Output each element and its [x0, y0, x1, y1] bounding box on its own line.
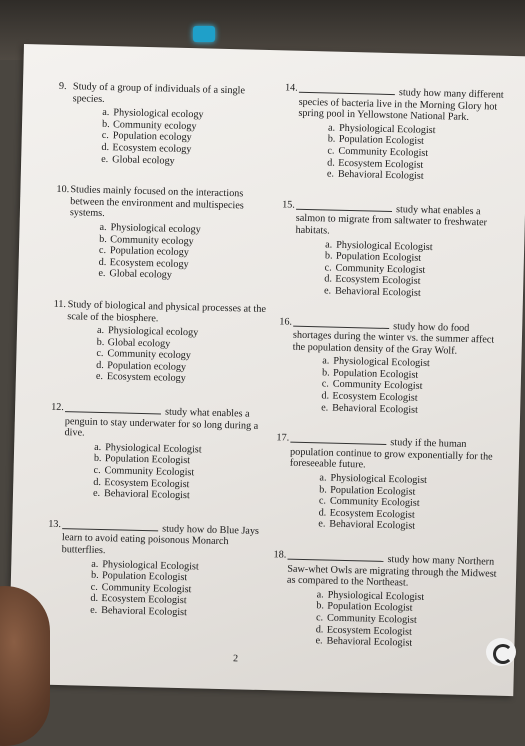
option-text: Population Ecologist	[330, 484, 416, 498]
option-text: Ecosystem Ecologist	[104, 476, 190, 490]
question-9	[57, 81, 279, 170]
question-12	[49, 402, 271, 504]
option-text: Physiological Ecologist	[327, 589, 425, 603]
answer-blank-line[interactable]	[299, 83, 395, 95]
question-number: 10.	[56, 183, 70, 196]
question-stem: Study of biological and physical processes at the scale of the biosphere.	[67, 299, 267, 324]
question-body	[283, 82, 510, 184]
option-text: Physiological Ecologist	[336, 239, 433, 253]
option-list	[291, 355, 503, 418]
option-letter: b.	[327, 133, 336, 146]
option-text: Global ecology	[109, 268, 173, 281]
question-16	[277, 316, 504, 418]
option-text: Physiological ecology	[113, 107, 204, 121]
option-list	[60, 558, 267, 621]
option-letter: b.	[319, 483, 327, 496]
option-text: Behavioral Ecologist	[101, 605, 188, 619]
option-text: Population Ecologist	[327, 600, 413, 615]
option-text: Ecosystem Ecologist	[101, 593, 187, 607]
option-letter: b.	[93, 453, 102, 465]
option-letter: d.	[327, 157, 335, 169]
question-stem: study what enables a salmon to migrate from saltwater to freshwater habitats.	[295, 203, 488, 237]
question-17	[274, 433, 501, 535]
option-list	[66, 324, 273, 387]
option-letter: c.	[101, 130, 109, 142]
option-letter: e.	[98, 268, 106, 280]
question-15	[280, 199, 507, 301]
answer-blank-line[interactable]	[293, 316, 389, 328]
page-number: 2	[232, 653, 239, 665]
option-list	[288, 472, 500, 535]
option-text: Ecosystem ecology	[112, 142, 192, 156]
option-letter: e.	[101, 153, 109, 165]
option-list	[71, 106, 278, 169]
question-body	[277, 316, 504, 418]
option-text: Ecosystem Ecologist	[332, 390, 418, 404]
option-text: Physiological Ecologist	[105, 441, 202, 456]
option-letter: b.	[101, 118, 110, 130]
option-letter: d.	[96, 359, 104, 371]
option-text: Physiological ecology	[110, 222, 201, 236]
option-letter: b.	[90, 569, 99, 582]
option-text: Physiological Ecologist	[333, 355, 430, 370]
option-text: Population Ecologist	[104, 453, 191, 467]
question-stem: study if the human population continue to grow exponentially for the foreseeable future.	[289, 437, 493, 471]
question-number: 9.	[58, 80, 67, 93]
option-text: Community Ecologist	[332, 379, 423, 393]
question-body	[280, 199, 507, 301]
question-body	[271, 549, 498, 651]
option-letter: c.	[96, 348, 104, 360]
option-letter: c.	[324, 262, 332, 274]
question-body	[49, 402, 271, 504]
option-text: Ecosystem ecology	[109, 256, 189, 270]
answer-blank-line[interactable]	[296, 199, 392, 211]
option-letter: d.	[318, 507, 327, 519]
left-column	[46, 81, 279, 641]
question-14	[283, 82, 510, 184]
option-letter: c.	[327, 145, 335, 157]
question-18	[271, 549, 498, 651]
answer-blank-line[interactable]	[62, 519, 158, 531]
option-letter: e.	[326, 168, 335, 180]
option-text: Global ecology	[107, 336, 171, 350]
option-letter: a.	[91, 558, 99, 570]
question-number: 13.	[48, 518, 62, 530]
option-letter: d.	[101, 141, 110, 154]
option-text: Population ecology	[109, 245, 190, 259]
option-letter: b.	[324, 250, 333, 262]
option-letter: c.	[321, 378, 329, 391]
option-letter: d.	[93, 476, 102, 488]
option-letter: b.	[96, 336, 105, 348]
option-letter: d.	[90, 593, 99, 605]
question-number: 14.	[284, 82, 298, 94]
option-letter: e.	[321, 402, 329, 414]
thumb	[0, 586, 50, 746]
option-letter: d.	[321, 390, 330, 402]
option-letter: d.	[324, 273, 333, 285]
option-text: Community Ecologist	[338, 145, 429, 159]
option-letter: c.	[90, 581, 98, 593]
option-text: Community ecology	[107, 348, 192, 362]
option-text: Community ecology	[110, 233, 194, 247]
question-stem: study how do food shortages during the winter vs. the summer affect the population density of the Gray Wolf.	[292, 320, 495, 357]
option-text: Population Ecologist	[332, 367, 419, 381]
answer-blank-line[interactable]	[65, 402, 161, 414]
option-letter: c.	[318, 495, 327, 507]
option-text: Population ecology	[112, 130, 192, 144]
option-text: Population ecology	[107, 360, 187, 373]
refresh-icon	[486, 638, 516, 666]
option-text: Community Ecologist	[104, 465, 195, 479]
option-text: Behavioral Ecologist	[326, 635, 413, 649]
option-text: Community ecology	[112, 118, 197, 133]
question-body	[57, 81, 279, 170]
option-list	[297, 122, 509, 185]
option-text: Population Ecologist	[335, 250, 422, 264]
question-number: 15.	[282, 199, 296, 211]
question-body	[46, 519, 268, 621]
option-text: Community Ecologist	[335, 262, 426, 276]
option-text: Physiological Ecologist	[102, 558, 199, 573]
question-number: 11.	[53, 298, 67, 311]
option-text: Population Ecologist	[338, 134, 425, 148]
option-letter: c.	[98, 245, 107, 257]
answer-blank-line[interactable]	[287, 550, 383, 562]
option-text: Ecosystem Ecologist	[338, 157, 424, 171]
option-text: Community Ecologist	[326, 612, 417, 626]
option-text: Ecosystem Ecologist	[326, 624, 413, 638]
option-letter: a.	[327, 122, 336, 134]
option-text: Physiological ecology	[107, 325, 199, 339]
question-13	[46, 519, 268, 621]
option-list	[294, 238, 506, 301]
question-number: 17.	[276, 432, 290, 444]
option-letter: c.	[93, 464, 101, 477]
option-letter: e.	[95, 371, 104, 383]
option-letter: b.	[99, 233, 108, 245]
option-letter: a.	[316, 589, 324, 601]
option-letter: a.	[102, 107, 110, 119]
right-column	[271, 82, 510, 671]
option-text: Behavioral Ecologist	[337, 168, 424, 182]
option-text: Behavioral Ecologist	[332, 402, 419, 416]
option-text: Ecosystem ecology	[106, 371, 186, 385]
option-list	[63, 441, 270, 504]
option-letter: d.	[98, 256, 107, 268]
option-letter: e.	[323, 285, 332, 297]
option-letter: e.	[318, 518, 326, 530]
option-text: Ecosystem Ecologist	[329, 507, 415, 521]
worksheet-page	[8, 44, 525, 696]
option-text: Community Ecologist	[329, 495, 420, 510]
option-letter: b.	[321, 367, 330, 379]
option-text: Global ecology	[112, 153, 175, 167]
answer-blank-line[interactable]	[290, 433, 386, 445]
option-text: Behavioral Ecologist	[103, 488, 190, 502]
question-body	[54, 184, 276, 284]
option-letter: a.	[322, 355, 330, 367]
option-text: Behavioral Ecologist	[334, 285, 421, 299]
question-11	[52, 299, 274, 388]
option-letter: e.	[92, 488, 101, 500]
option-text: Population Ecologist	[101, 570, 188, 584]
option-letter: a.	[99, 221, 107, 234]
option-text: Physiological Ecologist	[338, 122, 436, 136]
device-indicator-light	[193, 26, 215, 42]
option-letter: c.	[315, 612, 324, 624]
option-letter: b.	[316, 600, 325, 612]
question-stem: study how many Northern Saw-whet Owls are migrating through the Midwest as compared to the Northeast.	[286, 554, 497, 589]
question-stem: study how many different species of bacteria live in the Morning Glory hot spring pool in Yellowstone National Park.	[298, 87, 504, 124]
option-letter: d.	[315, 623, 324, 636]
question-stem: study how do Blue Jays learn to avoid eating poisonous Monarch butterflies.	[61, 523, 260, 557]
option-list	[68, 221, 275, 284]
question-body	[52, 299, 274, 388]
question-number: 18.	[273, 549, 287, 561]
question-body	[274, 433, 501, 535]
option-list	[285, 588, 497, 651]
question-stem: study what enables a penguin to stay underwater for so long during a dive.	[64, 406, 259, 439]
option-text: Physiological Ecologist	[330, 472, 428, 487]
question-stem: Studies mainly focused on the interactions between the environment and multispecies systems.	[69, 184, 244, 220]
option-text: Ecosystem Ecologist	[335, 273, 421, 288]
option-letter: a.	[94, 441, 102, 453]
option-letter: a.	[96, 324, 105, 337]
question-10	[54, 184, 276, 284]
option-text: Community Ecologist	[101, 581, 192, 596]
option-letter: e.	[90, 604, 98, 616]
option-letter: a.	[319, 472, 327, 484]
option-letter: e.	[315, 635, 323, 647]
question-number: 16.	[279, 315, 293, 328]
option-text: Behavioral Ecologist	[329, 519, 416, 533]
question-number: 12.	[50, 401, 64, 414]
question-stem: Study of a group of individuals of a single species.	[72, 81, 246, 105]
option-letter: a.	[325, 238, 333, 251]
